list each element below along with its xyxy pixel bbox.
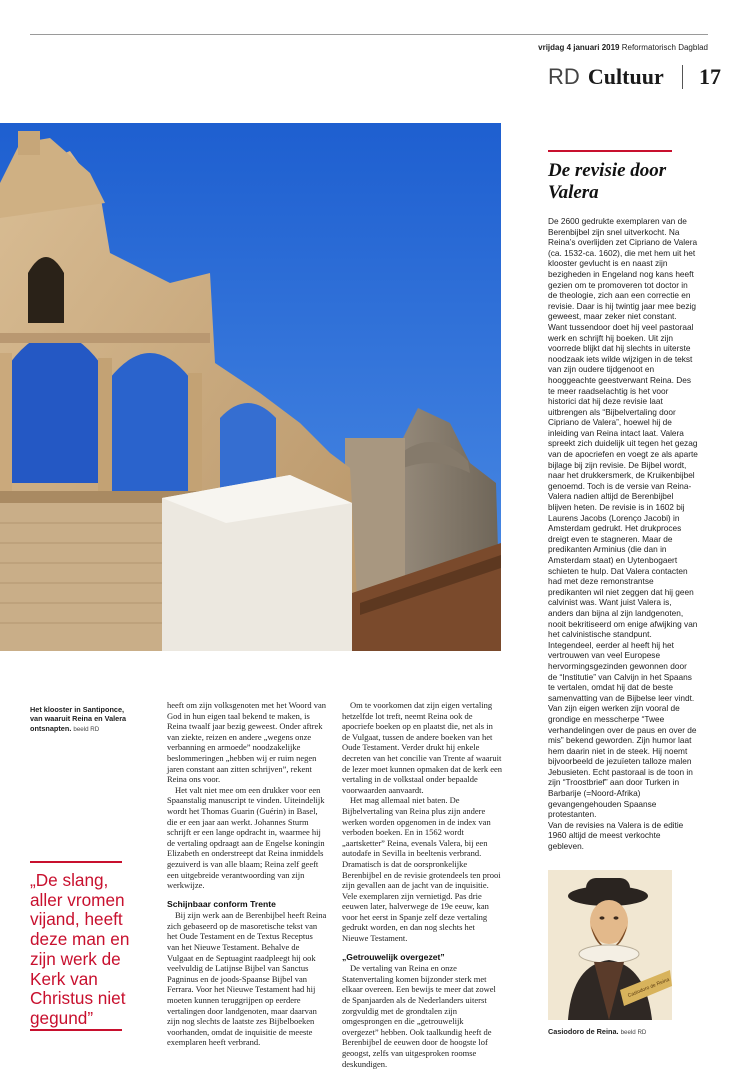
page-number: 17 xyxy=(698,64,721,89)
article-paragraph: Het mag allemaal niet baten. De Bijbelvertaling van Reina plus zijn andere werken worden opgenomen in de index van verboden boeken. En in 1562 wordt „aartsketter” Reina, evenals Valera, bij een autodafe in Sevilla in beeltenis verbrand. Dramatisch is dat de oorspronkelijke Berenbijbel en de revisie grotendeels ten prooi zijn gevallen aan de jacht van de inquisitie. Vele exemplaren zijn vernietigd. Pas drie eeuwen later, halverwege de 19e eeuw, kan voor het eerst in Spanje zelf deze vertaling gedrukt worden, en dan nog slechts het Nieuwe Testament. xyxy=(342,795,501,944)
pull-quote: „De slang, aller vromen vijand, heeft deze man en zijn werk de Kerk van Christus niet gegund” xyxy=(30,870,130,1028)
portrait-caption xyxy=(548,1027,698,1036)
quote-rule-top xyxy=(30,861,122,863)
sidebar-paragraph: Van de revisies na Valera is de editie 1960 altijd de meest verkochte gebleven. xyxy=(548,819,684,852)
portrait-caption-text: Casiodoro de Reina. xyxy=(548,1027,619,1036)
section-divider xyxy=(682,65,683,89)
article-paragraph: Het valt niet mee om een drukker voor een Spaanstalig manuscript te vinden. Uiteindelijk wordt het Thomas Guarin (Guérin) in Basel, die er een jaar aan werkt. Johannes Sturm schrijft er een lange opdracht in, waarmee hij de vertaling opdraagt aan de Engelse koningin Elizabeth en onderstreept dat Reina inmiddels gezuiverd is van alle blaam; Reina zelf geeft een uitgebreide verantwoording van zijn werkwijze. xyxy=(167,784,325,891)
portrait-inscription: Casiodoro de Reina xyxy=(627,976,671,1000)
article-column-1 xyxy=(167,700,327,1048)
article-paragraph: De vertaling van Reina en onze Statenvertaling komen bijzonder sterk met elkaar overeen. Een bewijs te meer dat zowel de Spanjaarden als de Nederlanders uiterst zorgvuldig met de grondtalen zijn omgesprongen en die „getrouwelijk overgezet” hebben. Ook taalkundig heeft de Berenbijbel de eeuwen door de hoogste lof geoogst, zelfs van uitgesproken roomse deskundigen. xyxy=(342,963,496,1069)
caption-credit: beeld RD xyxy=(73,725,100,733)
article-paragraph: heeft om zijn volksgenoten met het Woord van God in hun eigen taal bekend te maken, is Reina twaalf jaar bezig geweest. Onder aftrek van ziekte, reizen en andere „wegens onze verbanning en armoede” noodzakelijke beslommeringen „hebben wij er ruim negen jaren constant aan zitten schrijven”, rekent Reina ons voor. xyxy=(167,700,326,785)
section-header xyxy=(548,64,721,90)
photo-caption xyxy=(30,705,130,734)
sidebar-paragraph: De 2600 gedrukte exemplaren van de Berenbijbel zijn snel uitverkocht. Na Reina’s overlijden zet Cipriano de Valera (ca. 1532-ca. 1602), die met hem uit het klooster gevlucht is en naast zijn bezigheden in Engeland nog kans heeft gezien om te promoveren tot doctor in de theologie, zich aan een correctie en revisie. Daar is hij twintig jaar mee bezig geweest, maar zeker niet constant. Want tussendoor doet hij veel pastoraal werk en schrijft hij boeken. Uit zijn voorrede blijkt dat hij slechts in uiterste noodzaak iets wilde wijzigen in de tekst van zijn oudere tijdgenoot en hooggeachte geestverwant Reina. Des te meer raadselachtig is het voor historici dat hij deze revisie laat uitbrengen als “Bijbelvertaling door Cipriano de Valera”, hoewel hij de inleiding van Reina intact laat. Valera spreekt zich duidelijk uit tegen het gezag van de apocriefen en voegt ze als aparte bijlage bij zijn revisie. De Bijbel wordt, naar het drukkersmerk, de Kruikenbijbel genoemd. Toch is de versie van Reina-Valera nadien altijd de Berenbijbel blijven heten. De revisie is in 1602 bij Laurens Jacobs (Lorenço Jacobi) in Amsterdam gedrukt. Het drukproces dreigt even te stagneren. Maar de predikanten Arminius (die dan in Amsterdam staat) en Uytenbogaert schieten te hulp. Dat Valera contacten had met deze remonstrantse predikanten wil niet zeggen dat hij geen calvinist was. Want juist Valera is, anders dan bijna al zijn landgenoten, nooit bekritiseerd om enige afwijking van het calvinistische standpunt. Integendeel, eerder al heeft hij het vertrouwen van veel Europese hervormingsgezinden gewonnen door de “Institutie” van Calvijn in het Spaans te vertalen, omdat hij dat de beste samenvatting van de Bijbelse leer vindt. Van zijn eigen werken zijn vooral de grondige en messcherpe “Twee verhandelingen over de paus en over de mis” bekend geworden. Zijn humor laat hem daarin niet in de steek. Hij noemt bijvoorbeeld de jezuïeten talloze malen Jebusieten. Echt pastoraal is de toon in zijn “Troostbrief” aan door Turken in Barbarije (=Noord-Afrika) gevangengehouden Spaanse protestanten. xyxy=(548,216,698,820)
quote-rule-bottom xyxy=(30,1029,122,1031)
top-rule xyxy=(30,34,708,35)
article-paragraph: Om te voorkomen dat zijn eigen vertaling hetzelfde lot treft, neemt Reina ook de apocriefe boeken op en plaatst die, net als in de Vulgaat, tussen de andere boeken van het Oude Testament. Verder drukt hij enkele decreten van het concilie van Trente af waaruit de lezer moet kunnen opmaken dat de kerk een vertaling in de volkstaal onder bepaalde voorwaarden aanvaardt. xyxy=(342,700,503,795)
article-column-2 xyxy=(342,700,502,1069)
article-paragraph: Bij zijn werk aan de Berenbijbel heeft Reina zich gebaseerd op de masoretische tekst van het Oude Testament en de Textus Receptus van het Nieuwe Testament. Behalve de Vulgaat en de Septuagint raadpleegt hij ook veelvuldig de Latijnse Bijbel van Sanctus Pagninus en de joods-Spaanse Bijbel van Ferrara. Voor het Nieuwe Testament had hij moeten kunnen teruggrijpen op eerdere vertalingen door landgenoten, maar daarvan zijn nog slechts de laatste zes Bijbelboeken voorhanden, omdat de inquisitie de meeste exemplaren heeft verbrand. xyxy=(167,910,327,1048)
sidebar-title: De revisie door Valera xyxy=(548,160,667,203)
subheading: Schijnbaar conform Trente xyxy=(167,898,276,909)
caption-text: Het klooster in Santiponce, van waaruit Reina en Valera ontsnapten. xyxy=(30,705,127,733)
portrait-credit: beeld RD xyxy=(620,1029,647,1036)
monastery-photo xyxy=(0,123,501,651)
section-prefix: RD xyxy=(548,64,580,89)
sidebar-body xyxy=(548,216,698,852)
section-title: Cultuur xyxy=(587,64,664,89)
sidebar-accent-rule xyxy=(548,150,672,152)
dateline xyxy=(538,43,708,52)
newspaper-name: Reformatorisch Dagblad xyxy=(621,43,708,52)
date-text: vrijdag 4 januari 2019 xyxy=(538,43,620,52)
subheading: „Getrouwelijk overgezet” xyxy=(342,951,445,962)
portrait-image xyxy=(548,870,672,1020)
